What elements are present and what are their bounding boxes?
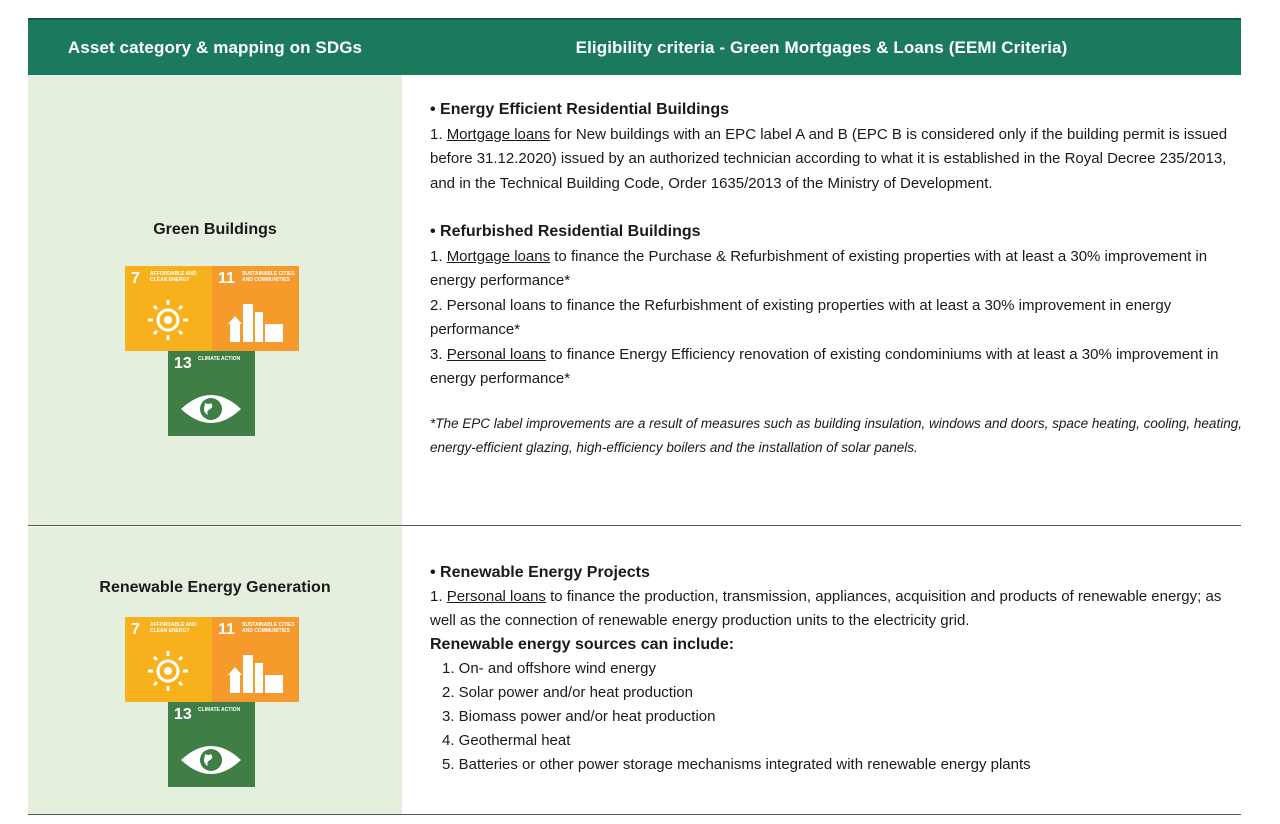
criteria-paragraph: [430, 123, 1242, 197]
sdg-7-tile: [125, 266, 212, 351]
list-item: 2. Solar power and/or heat production: [442, 684, 693, 701]
item-text: to finance the Purchase & Refurbishment of existing properties with at least a 30% improvement in energy performance*: [430, 247, 1208, 289]
table-row-green-buildings: [28, 75, 1241, 526]
criteria-paragraph: [430, 585, 1242, 633]
personal-loans-link: Personal loans: [446, 345, 546, 363]
sdg-11-tile: [212, 617, 299, 702]
sdg-number: 11: [218, 270, 235, 287]
eye-globe-icon: [168, 351, 255, 436]
section-title: • Renewable Energy Projects: [430, 564, 650, 581]
item-number: 1.: [430, 125, 447, 143]
sdg-text: CLIMATE ACTION: [198, 356, 241, 362]
sdg-icons: [125, 617, 299, 787]
sdg-text: SUSTAINABLE CITIES AND COMMUNITIES: [242, 622, 295, 634]
eye-globe-icon: [168, 702, 255, 787]
sdg-number: 13: [174, 355, 192, 372]
mortgage-loans-link: Mortgage loans: [446, 247, 551, 265]
item-text: for New buildings with an EPC label A and B (EPC B is considered only if the building permit is issued before 31.12.2020) issued by an authorized technician according to what it is established in the Royal Decree 235/2013, and in the Technical Building Code, Order 1635/2013 of the Ministry of Development.: [430, 125, 1228, 192]
item-text: to finance Energy Efficiency renovation of existing condominiums with at least a 30% improvement in energy performance*: [430, 345, 1219, 387]
criteria-item: [430, 343, 1242, 392]
sdg-11-tile: [212, 266, 299, 351]
footnote: *The EPC label improvements are a result of measures such as building insulation, windows and doors, space heating, cooling, heating, energy-efficient glazing, high-efficiency boilers and the installation of solar panels.: [430, 415, 1242, 455]
sdg-text: AFFORDABLE AND CLEAN ENERGY: [150, 271, 197, 283]
section-title: • Energy Efficient Residential Buildings: [430, 101, 729, 118]
sdg-number: 7: [131, 270, 140, 287]
table-header: [28, 18, 1241, 75]
criteria-cell: [430, 98, 1242, 461]
city-icon: [212, 617, 299, 702]
sdg-number: 11: [218, 621, 235, 638]
item-text: to finance the production, transmission, appliances, acquisition and products of renewable energy; as well as the connection of renewable energy production units to the electricity grid.: [430, 588, 1222, 629]
sdg-13-tile: [168, 702, 255, 787]
sdg-text: AFFORDABLE AND CLEAN ENERGY: [150, 622, 197, 634]
list-item: 5. Batteries or other power storage mechanisms integrated with renewable energy plants: [442, 756, 1031, 773]
sun-icon: [125, 617, 212, 702]
category-cell: [28, 527, 402, 814]
sdg-13-tile: [168, 351, 255, 436]
sdg-7-tile: [125, 617, 212, 702]
personal-loans-link: Personal loans: [446, 588, 546, 605]
criteria-item: 2. Personal loans to finance the Refurbishment of existing properties with at least a 30% improvement in energy performance*: [430, 296, 1172, 338]
list-item: 1. On- and offshore wind energy: [442, 660, 657, 677]
category-label: Renewable Energy Generation: [99, 579, 331, 596]
item-number: 3.: [430, 345, 447, 363]
city-icon: [212, 266, 299, 351]
sdg-text: SUSTAINABLE CITIES AND COMMUNITIES: [242, 271, 295, 283]
category-label: Green Buildings: [153, 221, 277, 238]
list-item: 4. Geothermal heat: [442, 732, 571, 749]
table-row-renewable-energy: [28, 527, 1241, 815]
sources-list: [430, 657, 1242, 777]
mortgage-loans-link: Mortgage loans: [446, 125, 551, 143]
item-number: 1.: [430, 247, 447, 265]
sdg-icons: [125, 266, 299, 436]
section-title: • Refurbished Residential Buildings: [430, 223, 701, 240]
sdg-number: 13: [174, 706, 192, 723]
sources-title: Renewable energy sources can include:: [430, 636, 735, 653]
list-item: 3. Biomass power and/or heat production: [442, 708, 716, 725]
header-eligibility-criteria: Eligibility criteria - Green Mortgages & Loans (EEMI Criteria): [575, 38, 1068, 57]
sdg-number: 7: [131, 621, 140, 638]
sdg-text: CLIMATE ACTION: [198, 707, 241, 713]
category-cell: [28, 75, 402, 525]
criteria-item: [430, 245, 1242, 294]
header-asset-category: Asset category & mapping on SDGs: [67, 38, 363, 57]
criteria-cell: [430, 561, 1242, 777]
sun-icon: [125, 266, 212, 351]
item-number: 1.: [430, 588, 447, 605]
